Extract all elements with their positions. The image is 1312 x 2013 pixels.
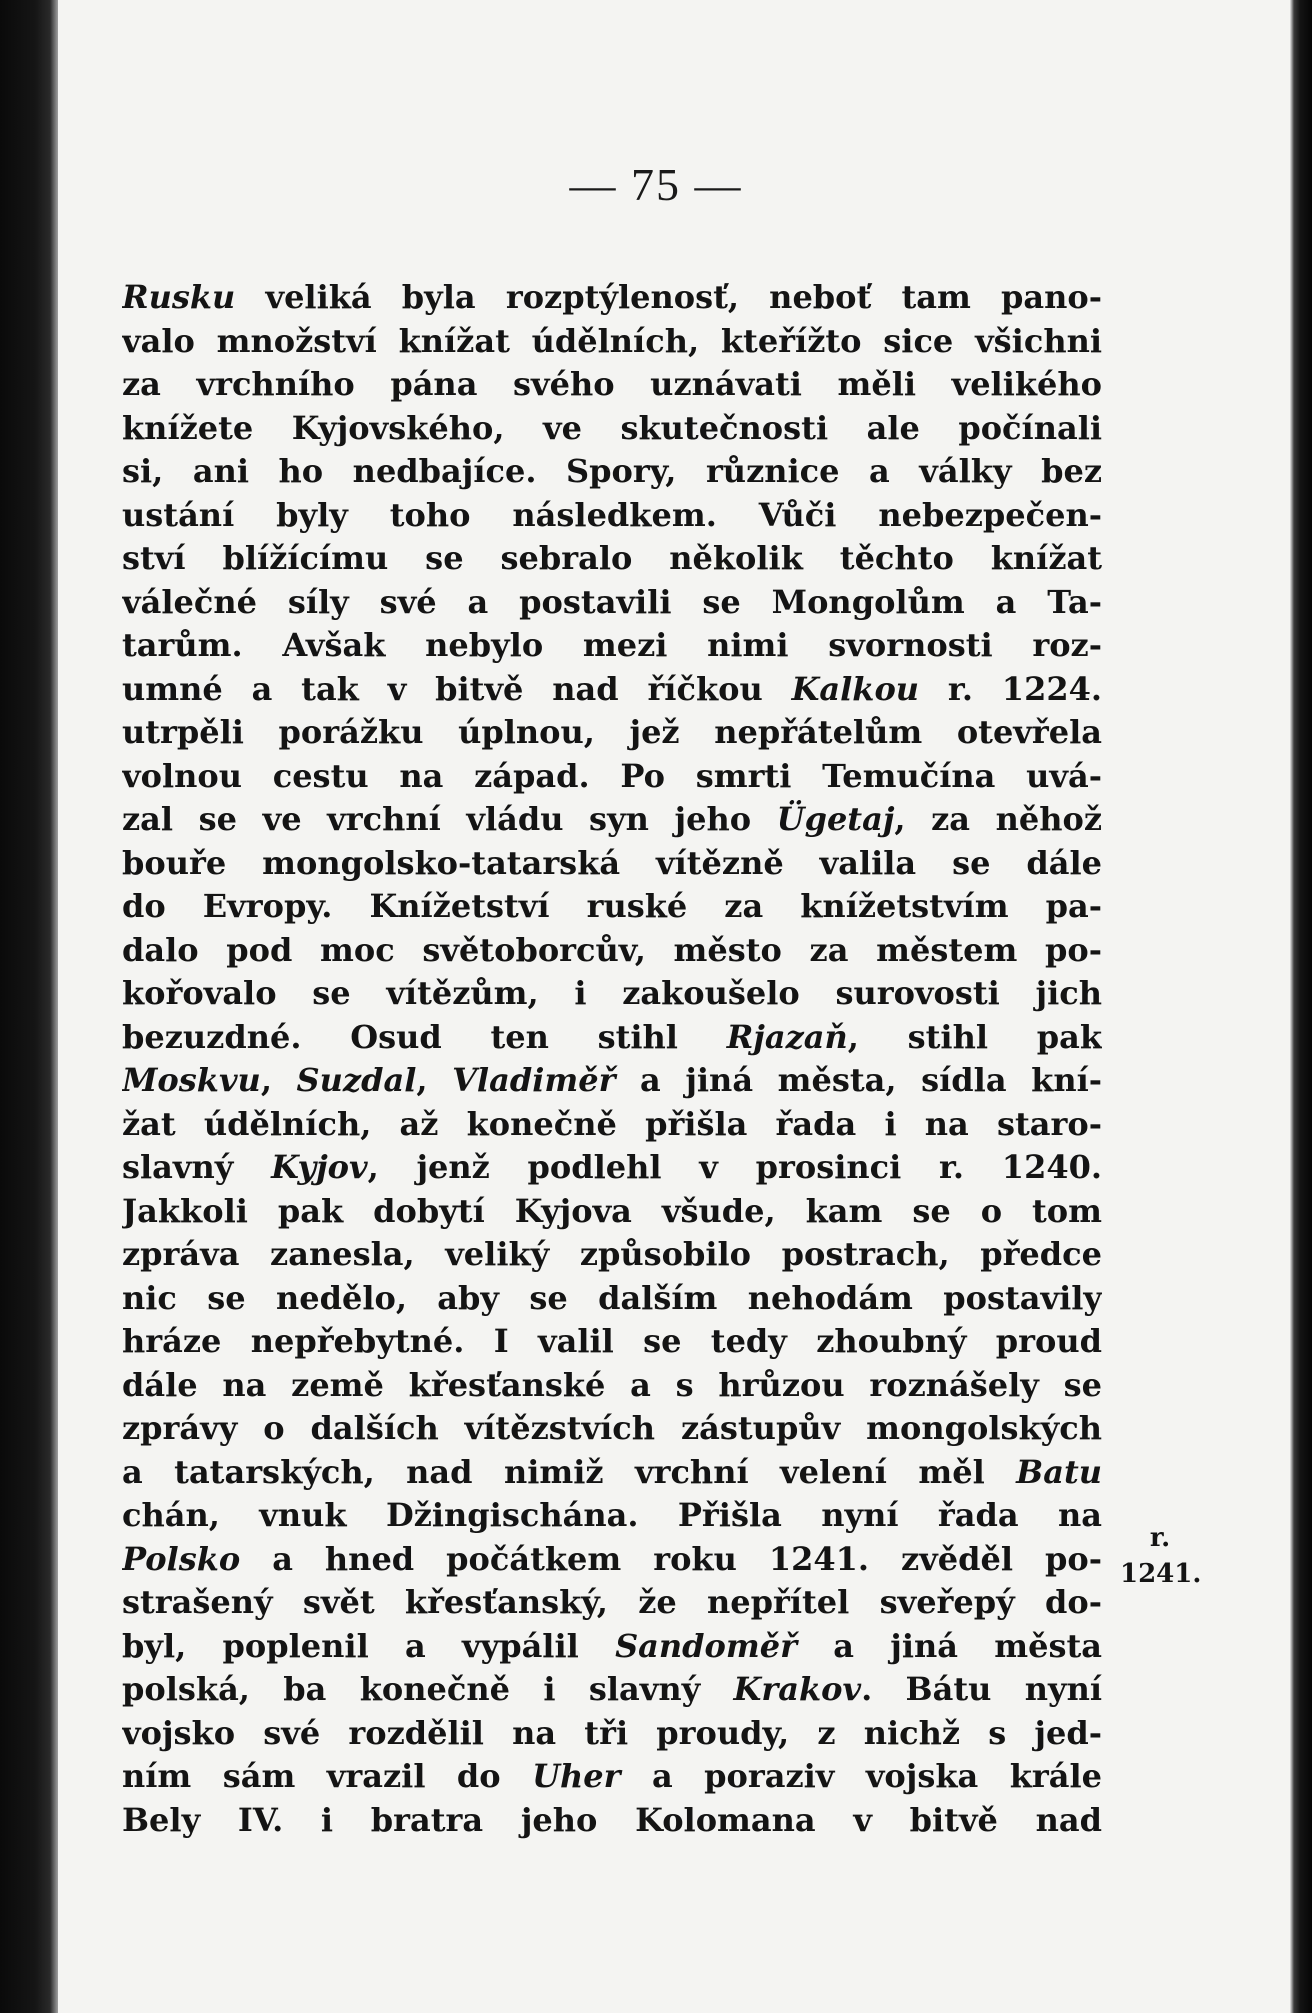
text-run: polská, ba konečně i slavný [122, 1670, 734, 1708]
text-line [122, 624, 1102, 668]
text-line [122, 1320, 1102, 1364]
text-run: , za něhož [894, 800, 1102, 838]
text-line [122, 1407, 1102, 1451]
text-run: do Evropy. Knížetství ruské za knížetstvím pa- [122, 887, 1102, 925]
text-run: nic se nedělo, aby se dalším nehodám postavily [122, 1278, 1102, 1317]
italic-term: Batu [1016, 1452, 1102, 1491]
text-line [122, 1190, 1102, 1234]
text-line [122, 929, 1102, 973]
text-run: žat údělních, až konečně přišla řada i na staro- [122, 1104, 1102, 1143]
text-line [122, 885, 1102, 929]
margin-note-label: r. [1149, 1523, 1171, 1553]
text-run: a tatarských, nad nimiž vrchní velení měl [122, 1452, 1017, 1491]
italic-term: Suzdal [296, 1061, 417, 1099]
text-line [122, 1755, 1102, 1799]
text-line [122, 972, 1102, 1016]
text-line [122, 798, 1102, 842]
text-run: bezuzdné. Osud ten stihl [122, 1017, 727, 1056]
text-run: tarům. Avšak nebylo mezi nimi svornosti roz- [122, 626, 1102, 664]
text-line [122, 668, 1102, 712]
page-gutter-shadow [0, 0, 62, 2013]
text-line [122, 1668, 1102, 1712]
text-run: byl, poplenil a vypálil [122, 1626, 616, 1665]
text-run: Bely IV. i bratra jeho Kolomana v bitvě nad [122, 1800, 1102, 1839]
text-line [122, 276, 1102, 320]
text-run: dalo pod moc světoborcův, město za městem po- [122, 930, 1102, 969]
text-run: kořovalo se vítězům, i zakoušelo surovosti jich [122, 974, 1102, 1012]
italic-term: Kyjov [271, 1148, 368, 1186]
text-line [122, 1538, 1102, 1582]
text-line [122, 1146, 1102, 1190]
text-run: zal se ve vrchní vládu syn jeho [122, 800, 777, 838]
text-line [122, 1016, 1102, 1060]
text-run: a hned počátkem roku 1241. zvěděl po- [240, 1539, 1102, 1578]
text-run: ství blížícímu se sebralo několik těchto knížat [122, 539, 1102, 577]
italic-term: Polsko [122, 1539, 241, 1578]
text-run: , stihl pak [847, 1017, 1102, 1056]
body-paragraph [122, 276, 1102, 1842]
text-line [122, 1581, 1102, 1625]
text-run: strašený svět křesťanský, že nepřítel sveřepý do- [122, 1583, 1102, 1621]
text-run: hráze nepřebytné. I valil se tedy zhoubný proud [122, 1322, 1102, 1360]
text-line [122, 1277, 1102, 1321]
text-run: Jakkoli pak dobytí Kyjova všude, kam se o tom [122, 1191, 1102, 1230]
text-run: umné a tak v bitvě nad říčkou [122, 669, 792, 708]
text-line [122, 755, 1102, 799]
text-run: veliká byla rozptýlenosť, neboť tam pano- [235, 278, 1102, 316]
text-run: dále na země křesťanské a s hrůzou roznášely se [122, 1365, 1102, 1404]
text-line [122, 1059, 1102, 1103]
italic-term: Vladiměř [452, 1061, 616, 1099]
text-run: bouře mongolsko-tatarská vítězně valila se dále [122, 843, 1102, 882]
text-run: , [416, 1061, 453, 1099]
text-run: a jiná města [796, 1626, 1102, 1665]
text-run: zpráva zanesla, veliký způsobilo postrach, předce [122, 1235, 1102, 1273]
text-line [122, 711, 1102, 755]
text-line [122, 450, 1102, 494]
text-run: valo množství knížat údělních, kteřížto sice všichni [122, 321, 1102, 360]
page-edge-shadow [1290, 0, 1312, 2013]
text-line [122, 1103, 1102, 1147]
text-run: zprávy o dalších vítězstvích zástupův mongolských [122, 1409, 1102, 1447]
text-run: , [260, 1061, 297, 1099]
text-line [122, 1494, 1102, 1538]
text-run: a jiná města, sídla kní- [615, 1061, 1102, 1099]
text-run: vojsko své rozdělil na tři proudy, z nichž s jed- [122, 1713, 1102, 1752]
text-line [122, 1625, 1102, 1669]
text-run: ustání byly toho následkem. Vůči nebezpečen- [122, 495, 1102, 534]
italic-term: Uher [532, 1757, 621, 1795]
text-run: a poraziv vojska krále [620, 1757, 1102, 1795]
italic-term: Rusku [122, 278, 236, 316]
text-line [122, 581, 1102, 625]
italic-term: Ügetaj [776, 800, 895, 838]
italic-term: Kalkou [791, 669, 920, 708]
text-line [122, 363, 1102, 407]
italic-term: Rjazaň [726, 1017, 848, 1056]
text-run: knížete Kyjovského, ve skutečnosti ale počínali [122, 408, 1102, 447]
text-line [122, 407, 1102, 451]
text-run: r. 1224. [919, 669, 1102, 708]
text-run: slavný [122, 1148, 272, 1186]
text-line [122, 1799, 1102, 1843]
text-run: ním sám vrazil do [122, 1757, 533, 1795]
text-line [122, 537, 1102, 581]
page-number: — 75 — [569, 159, 743, 210]
text-run: za vrchního pána svého uznávati měli velikého [122, 365, 1102, 403]
text-line [122, 1451, 1102, 1495]
margin-note-year: 1241. [1120, 1559, 1202, 1589]
text-line [122, 320, 1102, 364]
text-run: , jenž podlehl v prosinci r. 1240. [367, 1148, 1102, 1186]
text-line [122, 1233, 1102, 1277]
text-run: . Bátu nyní [861, 1670, 1102, 1708]
text-run: chán, vnuk Džingischána. Přišla nyní řada na [122, 1496, 1102, 1534]
text-run: utrpěli porážku úplnou, jež nepřátelům otevřela [122, 713, 1102, 751]
margin-note [1120, 1520, 1200, 1592]
text-line [122, 842, 1102, 886]
text-line [122, 1364, 1102, 1408]
text-run: volnou cestu na západ. Po smrti Temučína uvá- [122, 756, 1102, 795]
italic-term: Moskvu [122, 1061, 261, 1099]
text-line [122, 1712, 1102, 1756]
italic-term: Sandoměř [615, 1626, 797, 1665]
text-line [122, 494, 1102, 538]
italic-term: Krakov [733, 1670, 862, 1708]
text-run: válečné síly své a postavili se Mongolům a Ta- [122, 582, 1102, 621]
text-run: si, ani ho nedbajíce. Spory, různice a války bez [122, 452, 1102, 490]
